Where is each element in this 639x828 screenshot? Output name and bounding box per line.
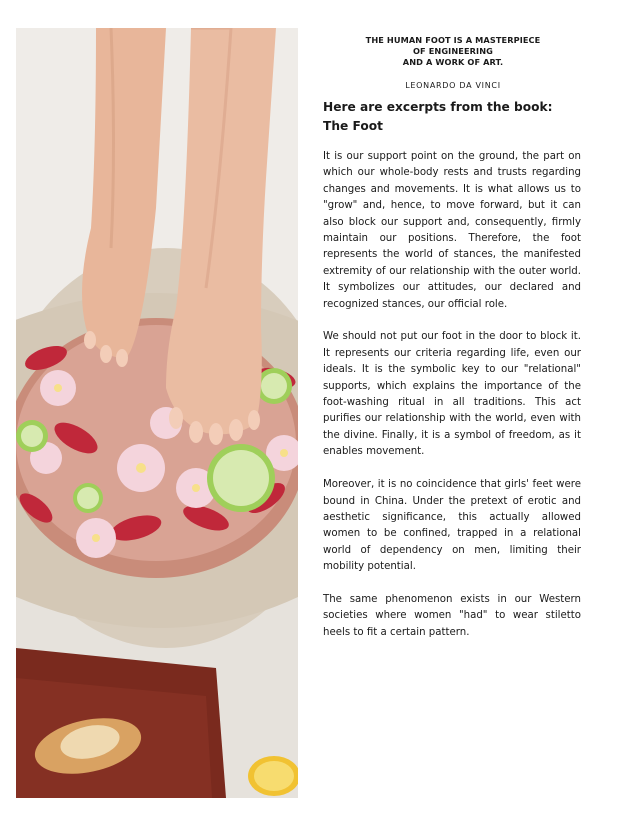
heading-intro: Here are excerpts from the book:	[323, 100, 553, 114]
excerpt-body	[323, 149, 581, 658]
book-title: The Foot	[323, 119, 383, 133]
quote-line: OF ENGINEERING	[413, 46, 493, 56]
paragraph: Moreover, it is no coincidence that girls' feet were bound in China. Under the pretext of erotic and aesthetic significance, this actually allowed women to be confined, trapped in a relational world of dependency on men, limiting their mobility potential.	[323, 479, 581, 573]
paragraph: It is our support point on the ground, the part on which our whole-body rests and trusts regarding changes and movements. It is what allows us to "grow" and, hence, to move forward, but it can also block our support and, consequently, firmly maintain our positions. Therefore, the foot represents the world of stances, the manifested extremity of our relationship with the outer world. It symbolizes our attitudes, our declared and recognized stances, our official role.	[323, 151, 581, 310]
epigraph-quote	[328, 35, 578, 68]
quote-author: LEONARDO DA VINCI	[405, 81, 501, 90]
paragraph: We should not put our foot in the door to block it. It represents our criteria regarding life, even our ideals. It is the symbolic key to our "relational" supports, which explains the importance of the foot-washing ritual in all traditions. This act purifies our relationship with the world, even with the divine. Finally, it is a symbol of freedom, as it enables movement.	[323, 331, 581, 458]
foot-bath-photo	[16, 28, 298, 798]
quote-line: THE HUMAN FOOT IS A MASTERPIECE	[365, 35, 541, 45]
section-heading	[323, 98, 583, 136]
foot-bath-illustration	[16, 28, 298, 798]
paragraph: The same phenomenon exists in our Western societies where women "had" to wear stiletto heels to fit a certain pattern.	[323, 593, 581, 638]
quote-line: AND A WORK OF ART.	[402, 57, 504, 67]
